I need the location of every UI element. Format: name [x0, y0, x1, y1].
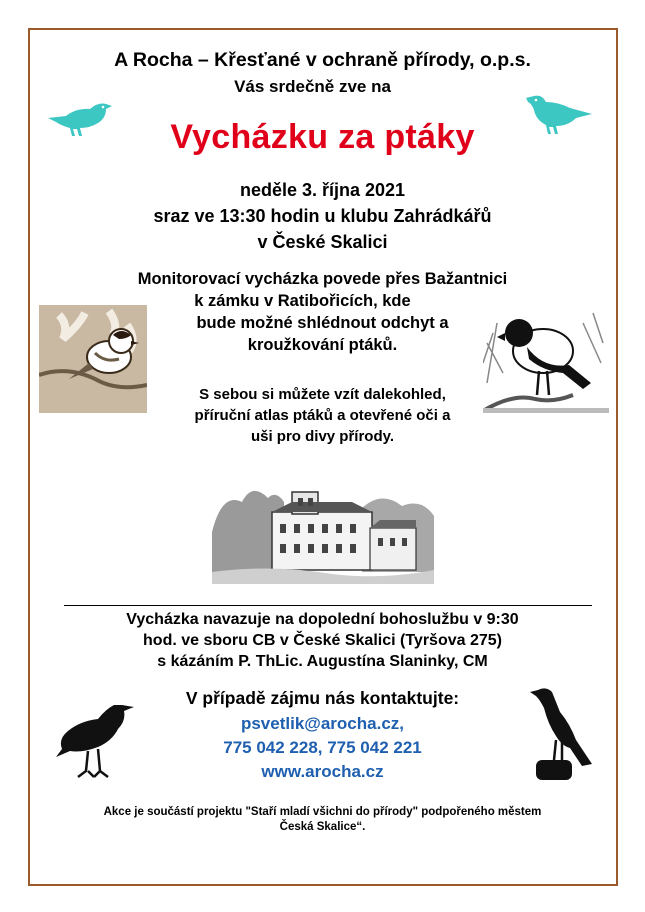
organization-name: A Rocha – Křesťané v ochraně přírody, o.p.s. — [114, 49, 531, 71]
bring-line: příruční atlas ptáků a otevřené oči a — [194, 407, 451, 424]
bring-line: uši pro divy přírody. — [250, 428, 395, 445]
description-line: kroužkování ptáků. — [247, 336, 398, 354]
invitation-line: Vás srdečně zve na — [234, 77, 391, 96]
contact-phones: 775 042 228, 775 042 221 — [223, 738, 422, 757]
event-date: neděle 3. října 2021 — [239, 180, 406, 200]
service-line: s kázáním P. ThLic. Augustína Slaninky, CM — [157, 653, 488, 670]
section-divider — [64, 605, 592, 606]
bring-line: S sebou si můžete vzít dalekohled, — [199, 386, 446, 403]
event-details — [0, 177, 645, 255]
event-title: Vycházku za ptáky — [170, 118, 475, 156]
description-line: k zámku v Ratibořicích, kde — [194, 292, 411, 310]
what-to-bring — [0, 384, 645, 447]
contact-website[interactable]: www.arocha.cz — [261, 762, 384, 781]
footer-line: Česká Skalice“. — [279, 821, 366, 833]
contact-email[interactable]: psvetlik@arocha.cz, — [240, 714, 405, 733]
service-info — [0, 609, 645, 672]
contact-heading: V případě zájmu nás kontaktujte: — [185, 688, 460, 708]
footer-line: Akce je součástí projektu "Staří mladí všichni do přírody" podpořeného městem — [103, 806, 542, 818]
footer-note — [0, 805, 645, 835]
event-meeting: sraz ve 13:30 hodin u klubu Zahrádkářů — [153, 206, 492, 226]
description-line: bude možné shlédnout odchyt a — [196, 314, 449, 332]
service-line: hod. ve sboru CB v České Skalici (Tyršova 275) — [143, 632, 502, 649]
contact-details — [0, 712, 645, 784]
event-place: v České Skalici — [257, 232, 388, 252]
description-line: Monitorovací vycházka povede přes Bažantnici — [137, 270, 508, 288]
chateau-illustration — [212, 472, 434, 584]
service-line: Vycházka navazuje na dopolední bohoslužbu v 9:30 — [126, 611, 519, 628]
